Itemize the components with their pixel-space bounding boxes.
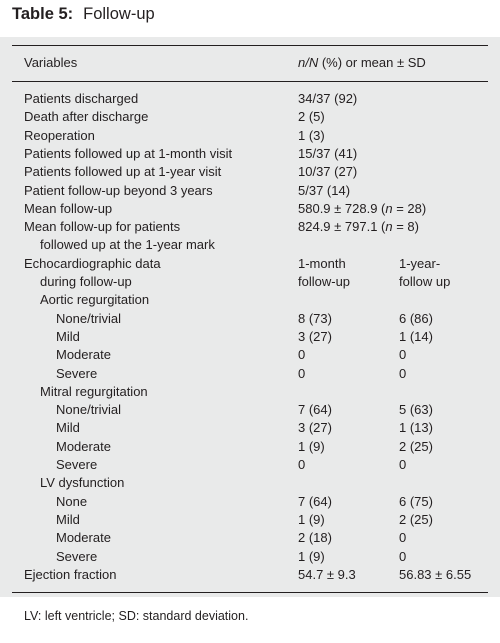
row-value-1: 5/37 (14) (298, 182, 351, 198)
table-title: Follow-up (83, 5, 155, 23)
row-label: followed up at the 1-year mark (40, 237, 215, 253)
row-value-2: 56.83 ± 6.55 (399, 566, 472, 582)
row-value-2: 0 (399, 530, 407, 546)
table-row (0, 182, 500, 200)
header-values (298, 54, 426, 72)
row-label: Mitral regurgitation (40, 383, 148, 399)
row-value-2: 2 (25) (399, 511, 433, 527)
row-value-2: follow up (399, 274, 451, 289)
row-label: Moderate (56, 438, 111, 454)
row-label: during follow-up (40, 274, 132, 289)
row-value-1: 824.9 ± 797.1 (n = 8) (298, 219, 419, 235)
row-value-1: 0 (298, 457, 306, 472)
row-value-1: 580.9 ± 728.9 (n = 28) (298, 200, 427, 216)
row-label: Patients followed up at 1-month visit (24, 145, 233, 161)
row-value-2: 2 (25) (399, 438, 433, 454)
table-row (0, 438, 500, 456)
row-label: Echocardiographic data (24, 255, 161, 271)
row-value-1: 8 (73) (298, 310, 332, 326)
header-row (0, 54, 500, 72)
table-row (0, 566, 500, 584)
table-row (0, 365, 500, 383)
table-row (0, 328, 500, 346)
row-value-1: 3 (27) (298, 328, 332, 344)
row-value-2: 1 (13) (399, 420, 433, 436)
header-values-rest: (%) or mean ± SD (318, 55, 426, 70)
row-value-1: 1-month (298, 255, 346, 271)
bottom-rule (12, 592, 488, 593)
row-label: Patients followed up at 1-year visit (24, 164, 222, 180)
row-value-1: 2 (5) (298, 109, 325, 125)
table-row (0, 419, 500, 437)
header-values-italic: n/N (298, 55, 319, 70)
table-row (0, 236, 500, 254)
header-variables: Variables (24, 55, 78, 70)
row-value-1: 1 (3) (298, 127, 325, 143)
table-row (0, 163, 500, 181)
table-row (0, 548, 500, 566)
row-label: Mild (56, 420, 80, 436)
row-label: Severe (56, 457, 98, 472)
table-label: Table 5: (12, 5, 74, 23)
table-body (0, 37, 500, 597)
table-row (0, 511, 500, 529)
row-value-2: 6 (86) (399, 310, 433, 326)
table-row (0, 383, 500, 401)
table-row (0, 310, 500, 328)
row-value-2: 6 (75) (399, 493, 433, 509)
table-row (0, 529, 500, 547)
row-label: Severe (56, 548, 98, 564)
table-row (0, 255, 500, 273)
row-label: Mean follow-up (24, 200, 113, 216)
row-label: Reoperation (24, 127, 95, 143)
row-value-1: 34/37 (92) (298, 91, 358, 106)
row-value-1: 1 (9) (298, 548, 325, 564)
row-value-2: 1 (14) (399, 328, 433, 344)
row-label: Mild (56, 328, 80, 344)
row-value-2: 0 (399, 457, 407, 472)
row-label: Moderate (56, 347, 111, 363)
table-row (0, 200, 500, 218)
table-row (0, 493, 500, 511)
table-caption (0, 0, 500, 37)
row-label: Ejection fraction (24, 566, 117, 582)
row-value-2: 5 (63) (399, 402, 433, 418)
row-label: Moderate (56, 530, 111, 546)
row-value-1: 7 (64) (298, 402, 332, 418)
row-value-2: 1-year- (399, 255, 441, 271)
table-row (0, 474, 500, 492)
row-label: LV dysfunction (40, 475, 125, 491)
row-value-2: 0 (399, 347, 407, 363)
row-value-1: 7 (64) (298, 493, 332, 509)
row-value-1: 1 (9) (298, 511, 325, 527)
row-label: Severe (56, 365, 98, 381)
footnote: LV: left ventricle; SD: standard deviation. (24, 609, 249, 623)
table-row (0, 145, 500, 163)
row-label: None (56, 493, 88, 509)
header-rule (12, 81, 488, 82)
row-value-1: 2 (18) (298, 530, 332, 546)
row-value-1: 10/37 (27) (298, 164, 358, 180)
row-label: Patient follow-up beyond 3 years (24, 182, 213, 198)
row-label: None/trivial (56, 402, 122, 418)
table-row (0, 90, 500, 108)
row-value-1: 54.7 ± 9.3 (298, 566, 356, 582)
row-value-1: 3 (27) (298, 420, 332, 436)
row-value-2: 0 (399, 365, 407, 381)
row-label: Mild (56, 511, 80, 527)
table-row (0, 218, 500, 236)
table-row (0, 127, 500, 145)
table-row (0, 108, 500, 126)
row-label: None/trivial (56, 310, 122, 326)
table-row (0, 291, 500, 309)
top-rule (12, 45, 488, 46)
table-row (0, 401, 500, 419)
row-value-1: 0 (298, 347, 306, 363)
table-row (0, 456, 500, 474)
table-footer (0, 597, 500, 643)
table-row (0, 273, 500, 291)
row-label: Mean follow-up for patients (24, 219, 181, 235)
row-value-2: 0 (399, 548, 407, 564)
row-label: Patients discharged (24, 91, 139, 106)
row-value-1: 1 (9) (298, 438, 325, 454)
row-label: Death after discharge (24, 109, 149, 125)
row-value-1: follow-up (298, 274, 351, 289)
row-label: Aortic regurgitation (40, 292, 150, 308)
row-value-1: 0 (298, 365, 306, 381)
row-value-1: 15/37 (41) (298, 145, 358, 161)
table-row (0, 346, 500, 364)
